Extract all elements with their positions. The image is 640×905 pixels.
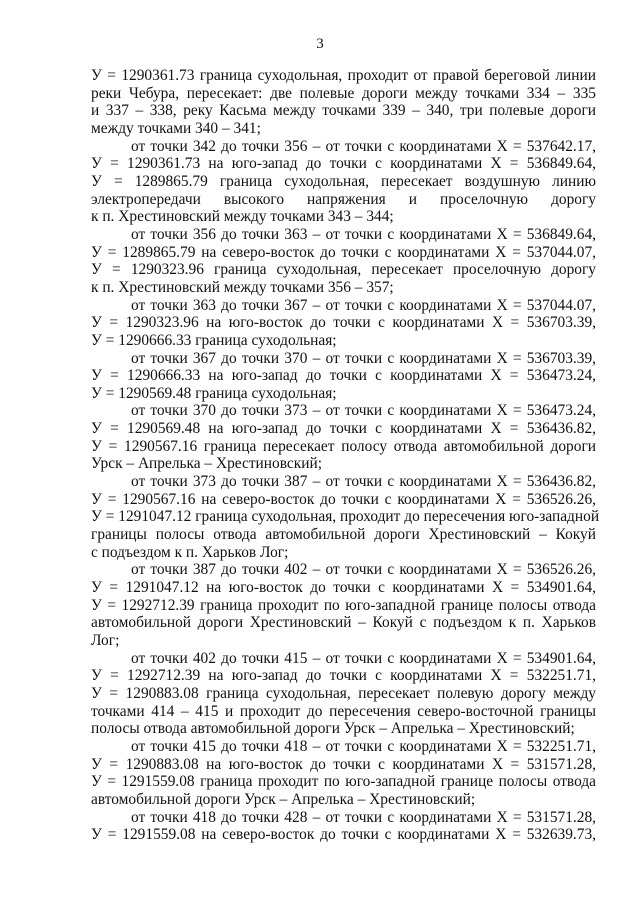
body-text [91,67,600,844]
text-line: автомобильной дороги Урск – Апрелька – Хрестиновский; [91,790,476,808]
text-line: У = 1290883.08 граница суходольная, пересекает полевую дорогу между [91,684,596,702]
text-line: У = 1289865.79 граница суходольная, пересекает воздушную линию [91,172,596,190]
text-line: от точки 367 до точки 370 – от точки с координатами Х = 536703.39, [131,349,596,367]
text-line: У = 1291047.12 на юго-восток до точки с координатами Х = 534901.64, [91,579,596,597]
text-line: точками 414 – 415 и проходит до пересечения северо-восточной границы [91,702,596,720]
text-line: полосы отвода автомобильной дороги Урск – Апрелька – Хрестиновский; [91,720,575,738]
text-line: с подъездом к п. Харьков Лог; [91,543,289,561]
text-line: от точки 387 до точки 402 – от точки с координатами Х = 536526.26, [131,561,596,579]
text-line: У = 1290883.08 на юго-восток до точки с координатами Х = 531571.28, [91,755,596,773]
text-line: У = 1291559.08 граница проходит по юго-западной границе полосы отвода [91,773,596,791]
text-line: от точки 356 до точки 363 – от точки с координатами Х = 536849.64, [131,225,596,243]
text-line: к п. Хрестиновский между точками 343 – 344; [91,208,394,226]
text-line: реки Чебура, пересекает: две полевые дороги между точками 334 – 335 [91,84,596,102]
text-line: У = 1290569.48 на юго-запад до точки с координатами Х = 536436.82, [91,420,596,438]
page-number: 3 [316,36,324,52]
text-line: автомобильной дороги Хрестиновский – Кокуй с подъездом к п. Харьков [91,614,596,632]
text-line: У = 1290666.33 на юго-запад до точки с координатами Х = 536473.24, [91,367,596,385]
text-line: и 337 – 338, реку Касьма между точками 339 – 340, три полевые дороги [91,102,596,120]
text-line: У = 1290323.96 граница суходольная, пересекает проселочную дорогу [91,261,596,279]
text-line: У = 1290361.73 граница суходольная, проходит от правой береговой линии [91,67,596,84]
text-line: границы полосы отвода автомобильной дороги Хрестиновский – Кокуй [91,526,596,544]
text-line: к п. Хрестиновский между точками 356 – 357; [91,278,394,296]
text-line: У = 1290567.16 на северо-восток до точки с координатами Х = 536526.26, [91,490,596,508]
text-line: от точки 370 до точки 373 – от точки с координатами Х = 536473.24, [131,402,596,420]
text-line: от точки 373 до точки 387 – от точки с координатами Х = 536436.82, [131,473,596,491]
text-line: У = 1291047.12 граница суходольная, проходит до пересечения юго-западной [91,508,600,526]
text-line: У = 1292712.39 на юго-запад до точки с координатами Х = 532251.71, [91,667,596,685]
text-line: У = 1292712.39 граница проходит по юго-западной границе полосы отвода [91,596,596,614]
text-line: Урск – Апрелька – Хрестиновский; [91,455,322,473]
text-line: У = 1289865.79 на северо-восток до точки с координатами Х = 537044.07, [91,243,596,261]
text-line: Лог; [91,632,120,649]
text-line: У = 1290666.33 граница суходольная; [91,331,337,349]
text-line: У = 1290361.73 на юго-запад до точки с координатами Х = 536849.64, [91,155,596,173]
text-line: У = 1290567.16 граница пересекает полосу отвода автомобильной дороги [91,437,596,455]
text-line: электропередачи высокого напряжения и проселочную дорогу [91,190,596,208]
text-line: от точки 342 до точки 356 – от точки с координатами Х = 537642.17, [131,137,596,155]
text-line: от точки 402 до точки 415 – от точки с координатами Х = 534901.64, [131,649,596,667]
text-line: от точки 418 до точки 428 – от точки с координатами Х = 531571.28, [131,808,596,826]
text-line: У = 1291559.08 на северо-восток до точки с координатами Х = 532639.73, [91,826,596,844]
text-line: от точки 415 до точки 418 – от точки с координатами Х = 532251.71, [131,737,596,755]
text-line: У = 1290569.48 граница суходольная; [91,384,337,402]
text-line: между точками 340 – 341; [91,119,261,137]
text-line: от точки 363 до точки 367 – от точки с координатами Х = 537044.07, [131,296,596,314]
text-line: У = 1290323.96 на юго-восток до точки с координатами Х = 536703.39, [91,314,596,332]
